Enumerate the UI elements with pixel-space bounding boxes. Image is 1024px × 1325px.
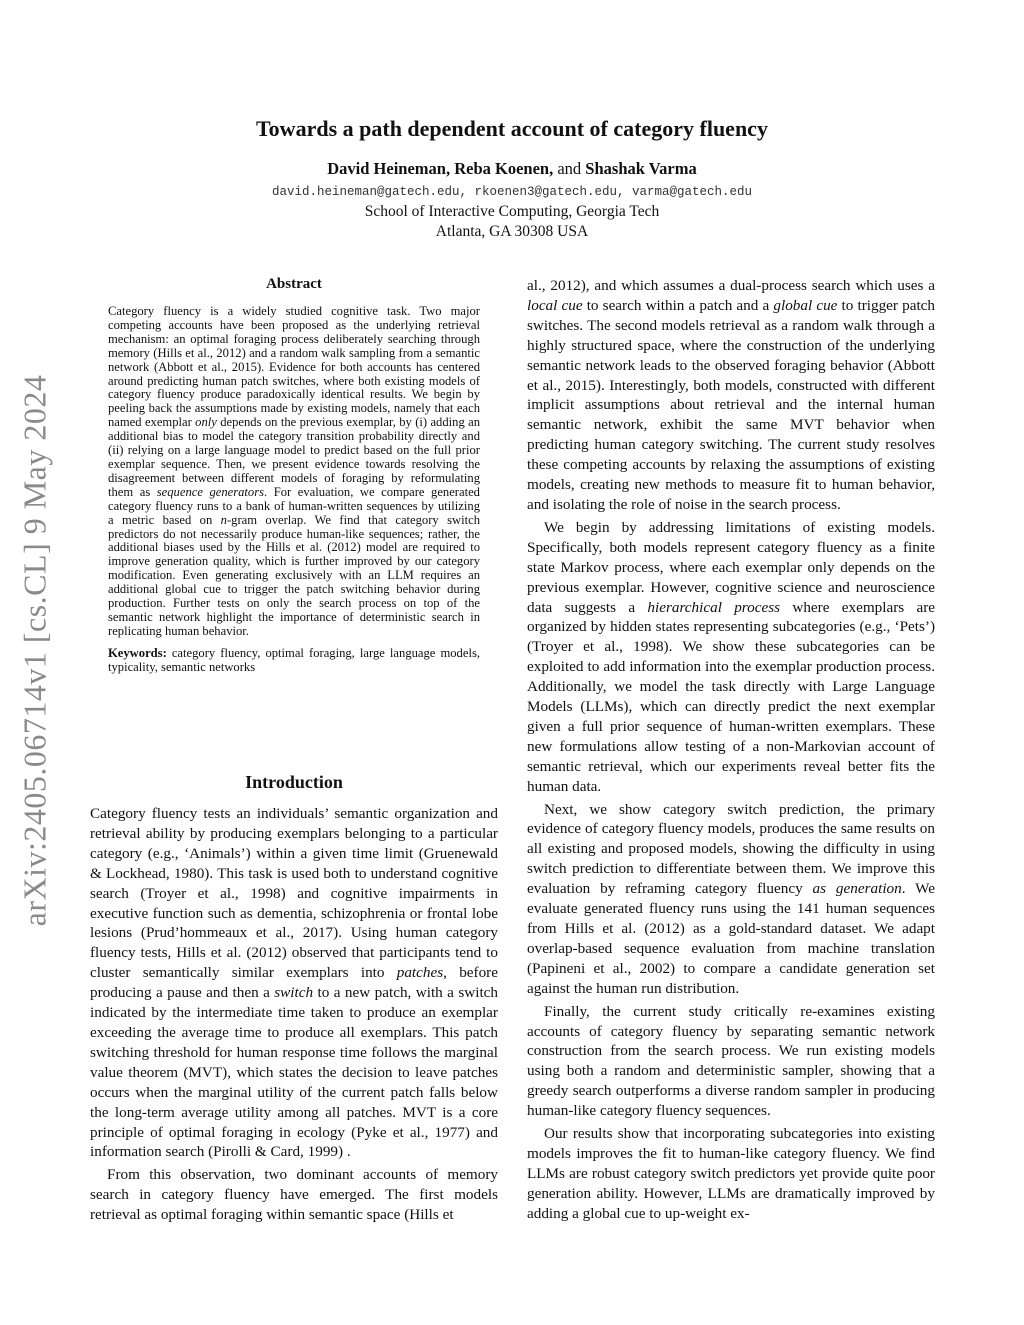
body-paragraph: Category fluency tests an individuals’ semantic organization and retrieval ability by producing exemplars belonging to a particular category (e.g., ‘Animals’) within a given time limit (Gruenewald & Lockhead, 1980). This task is used both to understand cognitive search (Troyer et al., 1998) and cognitive impairments in executive function such as dementia, schizophrenia or frontal lobe lesions (Prud’hommeaux et al., 2017). Using human category fluency tests, Hills et al. (2012) observed that participants tend to cluster semantically similar exemplars into patches, before producing a pause and then a switch to a new patch, with a switch indicated by the intermediate time taken to produce an exemplar exceeding the average time to produce all exemplars. This patch switching threshold for human response time follows the marginal value theorem (MVT), which states the decision to leave patches occurs when the marginal utility of the current patch falls below the long-term average utility among all patches. MVT is a core principle of optimal foraging in ecology (Pyke et al., 1977) and information search (Pirolli & Card, 1999) . — [90, 805, 499, 1161]
keywords-label: Keywords: — [108, 645, 167, 660]
introduction-heading: Introduction — [245, 772, 343, 792]
paper-title: Towards a path dependent account of category fluency — [256, 116, 768, 141]
body-paragraph: Finally, the current study critically re-examines existing accounts of category fluency by separating semantic network construction from the search process. We run existing models using both a random and deterministic sampler, showing that a greedy search outperforms a diverse random sampler in producing human-like category fluency sequences. — [527, 1002, 935, 1120]
body-paragraph: al., 2012), and which assumes a dual-process search which uses a local cue to search within a patch and a global cue to trigger patch switches. The second models retrieval as a random walk through a highly structured space, where the construction of the underlying semantic network leads to the observed foraging behavior (Abbott et al., 2015). Interestingly, both models, constructed with different implicit assumptions about retrieval and the internal human semantic network, exhibit the same MVT behavior when predicting human category switching. The current study resolves these competing accounts by relaxing the assumptions of existing models, creating new methods to measure fit to human behavior, and isolating the role of noise in the search process. — [527, 277, 935, 513]
abstract-section — [108, 276, 480, 675]
author-conjunction: and — [557, 159, 582, 178]
abstract-heading: Abstract — [266, 276, 322, 292]
author-name: Reba Koenen, — [454, 159, 554, 178]
keywords-text: category fluency, optimal foraging, large language models, typicality, semantic networks — [108, 645, 480, 674]
body-paragraph: Next, we show category switch prediction, the primary evidence of category fluency models, produces the same results on all existing and proposed models, showing the difficulty in using switch prediction to differentiate between them. We improve this evaluation by reframing category fluency as generation. We evaluate generated fluency runs using the 141 human sequences from Hills et al. (2012) as a gold-standard dataset. We adapt overlap-based sequence evaluation from machine translation (Papineni et al., 2002) to compare a candidate generation set against the human run distribution. — [527, 800, 935, 997]
affiliation: School of Interactive Computing, Georgia Tech — [364, 203, 660, 220]
introduction-right-column — [527, 276, 935, 1224]
author-list — [0, 158, 1024, 180]
body-paragraph: From this observation, two dominant accounts of memory search in category fluency have emerged. The first models retrieval as optimal foraging within semantic space (Hills et — [90, 1166, 498, 1224]
arxiv-identifier-text: arXiv:2405.06714v1 [cs.CL] 9 May 2024 — [16, 374, 53, 926]
author-emails: david.heineman@gatech.edu, rkoenen3@gatech.edu, varma@gatech.edu — [271, 185, 753, 199]
abstract-text: Category fluency is a widely studied cognitive task. Two major competing accounts have been proposed as the underlying retrieval mechanism: an optimal foraging process deliberately searching through memory (Hills et al., 2012) and a random walk sampling from a semantic network (Abbott et al., 2015). Evidence for both accounts has centered around predicting human patch switches, where both existing models of category fluency produce paradoxically identical results. We begin by peeling back the assumptions made by existing models, namely that each named exemplar only depends on the previous exemplar, by (i) adding an additional bias to model the category transition probability directly and (ii) relying on a large language model to predict based on the full prior exemplar sequence. Then, we present evidence towards resolving the disagreement between different models of foraging by reformulating them as sequence generators. For evaluation, we compare generated category fluency runs to a bank of human-written sequences by utilizing a metric based on n-gram overlap. We find that category switch predictors do not necessarily produce human-like sequences; rather, the additional biases used by the Hills et al. (2012) model are required to improve generation quality, which is further improved by our category modification. Even generating exclusively with an LLM requires an additional global cue to trigger the patch switching behavior during production. Further tests on only the search process on top of the semantic network highlight the importance of deterministic search in replicating human behavior. — [108, 304, 481, 638]
body-paragraph: We begin by addressing limitations of existing models. Specifically, both models represent category fluency as a finite state Markov process, where each exemplar only depends on the previous exemplar. However, cognitive science and neuroscience data suggests a hierarchical process where exemplars are organized by hidden states representing subcategories (e.g., ‘Pets’) (Troyer et al., 1998). We show these subcategories can be exploited to add information into the exemplar production process. Additionally, we model the task directly with Large Language Models (LLMs), which can directly predict the next exemplar given a full prior sequence of human-written exemplars. These new formulations allow testing of a non-Markovian account of semantic retrieval, which our experiments reveal better fits the human data. — [527, 518, 935, 795]
author-name: David Heineman, — [327, 159, 451, 178]
location: Atlanta, GA 30308 USA — [435, 223, 589, 240]
introduction-left-column — [90, 770, 498, 1225]
body-paragraph: Our results show that incorporating subcategories into existing models improves the fit to human-like category fluency. We find LLMs are robust category switch predictors yet provide quite poor generation ability. However, LLMs are dramatically improved by adding a global cue to up-weight ex- — [527, 1125, 935, 1222]
arxiv-identifier — [4, 330, 66, 970]
paper-header — [0, 114, 1024, 242]
author-name: Shashak Varma — [585, 159, 697, 178]
keywords — [108, 647, 480, 675]
